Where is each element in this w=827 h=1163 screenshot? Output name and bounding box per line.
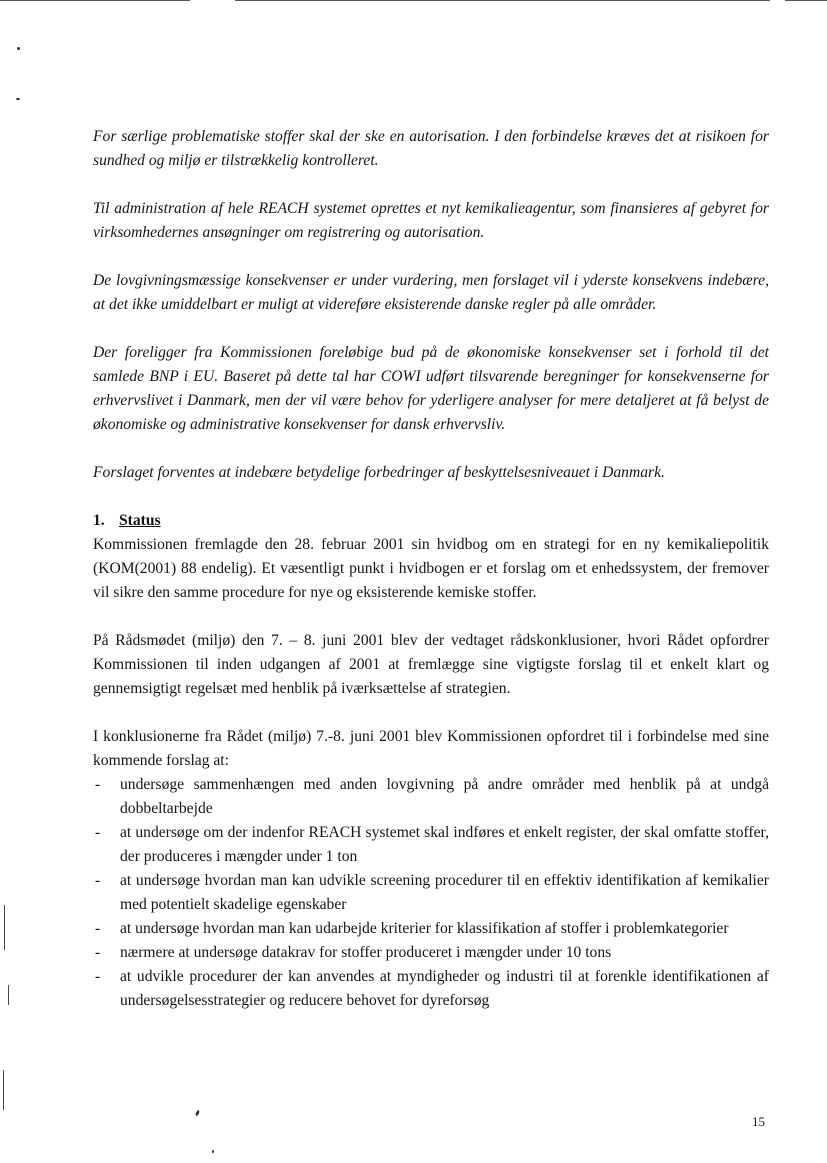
section-heading: [93, 509, 769, 533]
scan-speck: [16, 98, 20, 100]
section-title: Status: [119, 512, 161, 529]
list-item: - undersøge sammenhængen med anden lovgivning på andre områder med henblik på at undgå dobbeltarbejde: [93, 773, 769, 821]
section-number: 1.: [93, 512, 105, 529]
list-item: - nærmere at undersøge datakrav for stoffer produceret i mængder under 10 tons: [93, 941, 769, 965]
scan-margin-mark: [8, 985, 9, 1005]
body-paragraph: På Rådsmødet (miljø) den 7. – 8. juni 2001 blev der vedtaget rådskonklusioner, hvori Rådet opfordrer Kommissionen til inden udgangen af 2001 at fremlægge sine vigtigste forslag til et enkelt klart og gennemsigtigt regelsæt med henblik på iværksættelse af strategien.: [93, 632, 769, 697]
italic-paragraph: Der foreligger fra Kommissionen foreløbige bud på de økonomiske konsekvenser set i forhold til det samlede BNP i EU. Baseret på dette tal har COWI udført tilsvarende beregninger for konsekvenserne for erhvervslivet i Danmark, men der vil være behov for yderligere analyser for mere detaljeret at få belyst de økonomiske og administrative konsekvenser for dansk erhvervsliv.: [93, 344, 769, 433]
scan-margin-mark: [3, 1070, 4, 1110]
italic-paragraph: Til administration af hele REACH systemet oprettes et nyt kemikalieagentur, som finansieres af gebyret for virksomhedernes ansøgninger om registrering og autorisation.: [93, 200, 769, 241]
list-item: - at undersøge hvordan man kan udarbejde kriterier for klassifikation af stoffer i problemkategorier: [93, 917, 769, 941]
body-paragraph: Kommissionen fremlagde den 28. februar 2001 sin hvidbog om en strategi for en ny kemikaliepolitik (KOM(2001) 88 endelig). Et væsentligt punkt i hvidbogen er et forslag om et enhedssystem, der fremover vil sikre den samme procedure for nye og eksisterende kemiske stoffer.: [93, 536, 769, 601]
list-item: - at undersøge om der indenfor REACH systemet skal indføres et enkelt register, der skal omfatte stoffer, der produceres i mængder under 1 ton: [93, 821, 769, 869]
document-page: [93, 125, 769, 1013]
scan-edge-line: [0, 0, 190, 1]
scan-speck: [195, 1110, 200, 1117]
page-number: 15: [752, 1114, 765, 1129]
scan-edge-line: [785, 0, 827, 1]
list-item: - at undersøge hvordan man kan udvikle screening procedurer til en effektiv identifikation af kemikalier med potentielt skadelige egenskaber: [93, 869, 769, 917]
scan-margin-mark: [4, 905, 5, 950]
body-paragraph: I konklusionerne fra Rådet (miljø) 7.-8. juni 2001 blev Kommissionen opfordret til i forbindelse med sine kommende forslag at:: [93, 728, 769, 769]
list-item: - at udvikle procedurer der kan anvendes at myndigheder og industri til at forenkle identifikationen af undersøgelsesstrategier og reducere behovet for dyreforsøg: [93, 965, 769, 1013]
scan-speck: [17, 47, 20, 50]
scan-speck: [212, 1150, 214, 1153]
italic-paragraph: De lovgivningsmæssige konsekvenser er under vurdering, men forslaget vil i yderste konsekvens indebære, at det ikke umiddelbart er muligt at videreføre eksisterende danske regler på alle områder.: [93, 272, 769, 313]
scan-edge-line: [235, 0, 770, 1]
italic-paragraph: For særlige problematiske stoffer skal der ske en autorisation. I den forbindelse kræves det at risikoen for sundhed og miljø er tilstrækkelig kontrolleret.: [93, 128, 769, 169]
italic-paragraph: Forslaget forventes at indebære betydelige forbedringer af beskyttelsesniveauet i Danmark.: [93, 464, 665, 481]
bullet-list: [93, 773, 769, 1013]
